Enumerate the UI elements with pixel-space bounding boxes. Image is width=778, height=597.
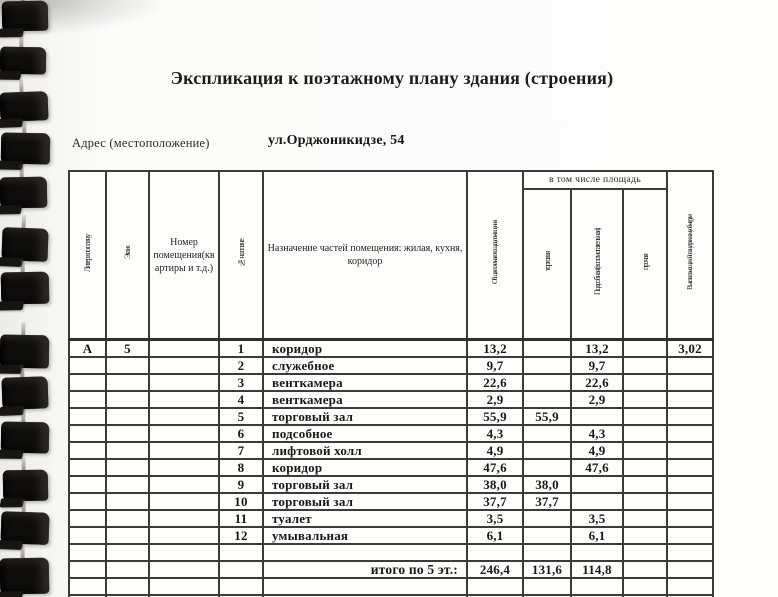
cell-other [623,476,667,493]
cell-trade [523,357,571,374]
cell-total: 4,9 [467,442,523,459]
cell-litera [69,476,106,493]
total-trade-value: 131,6 [523,561,571,578]
cell-auxiliary: 22,6 [571,374,623,391]
cell-auxiliary: 13,2 [571,340,623,358]
cell-purpose: служебное [263,357,467,374]
address-label: Адрес (местоположение) [72,136,210,150]
cell-auxiliary: 6,1 [571,527,623,544]
cell-plan-number [219,561,263,578]
table-row [69,340,713,358]
cell-room-number [149,459,219,476]
total-auxiliary-value: 114,8 [571,561,623,578]
header-height: Высота помещений по внутреннему обмеру, м [667,171,713,340]
table-header [69,171,713,340]
table-row [69,442,713,459]
cell-auxiliary [571,544,623,561]
cell-total: 55,9 [467,408,523,425]
binding-mark [0,177,47,209]
cell-plan-number [219,544,263,561]
cell-other [623,442,667,459]
cell-plan-number: 3 [219,374,263,391]
cell-total: 6,1 [467,527,523,544]
cell-height [667,476,713,493]
header-plan-number: № на плане [219,171,263,340]
cell-litera [69,442,106,459]
binding-mark [0,47,46,75]
cell-floor [106,357,149,374]
binding-mark [3,470,49,502]
cell-auxiliary [571,476,623,493]
cell-other [623,357,667,374]
cell-litera [69,527,106,544]
cell-total: 3,5 [467,510,523,527]
cell-auxiliary [571,493,623,510]
cell-floor [106,493,149,510]
cell-trade: 55,9 [523,408,571,425]
cell-trade [523,510,571,527]
cell-plan-number: 12 [219,527,263,544]
cell-auxiliary: 4,9 [571,442,623,459]
cell-trade: 38,0 [523,476,571,493]
cell-height [667,510,713,527]
table-row [69,391,713,408]
cell-trade [523,391,571,408]
cell-floor [106,374,149,391]
cell-litera [69,357,106,374]
cell-other [623,391,667,408]
binding-mark [0,511,49,545]
cell-auxiliary: 2,9 [571,391,623,408]
cell-floor [106,544,149,561]
cell-plan-number: 6 [219,425,263,442]
cell-floor: 5 [106,340,149,358]
header-trade: торговая [523,189,571,340]
cell-room-number [149,357,219,374]
binding-mark [1,227,48,262]
cell-room-number [149,425,219,442]
cell-total: 2,9 [467,391,523,408]
table-row [69,357,713,374]
cell-plan-number: 4 [219,391,263,408]
header-floor: Этаж [106,171,149,340]
cell-other [623,408,667,425]
cell-height [667,408,713,425]
cell-total: 4,3 [467,425,523,442]
table-row [69,510,713,527]
cell-trade: 37,7 [523,493,571,510]
address-value: ул.Орджоникидзе, 54 [268,133,405,148]
cell-purpose: коридор [263,340,467,358]
cell-height [667,425,713,442]
cell-other [623,510,667,527]
cell-litera [69,459,106,476]
cell-floor [106,476,149,493]
cell-trade [523,340,571,358]
binding-mark [0,335,49,369]
cell-litera [69,408,106,425]
cell-floor [106,408,149,425]
cell-litera [69,425,106,442]
cell-trade [523,527,571,544]
cell-room-number [149,391,219,408]
cell-floor [106,391,149,408]
table-row [69,425,713,442]
cell-other [623,527,667,544]
header-room-number: Номер помещения(кв артиры и т.д.) [149,171,219,340]
cell-height [667,391,713,408]
cell-purpose: подсобное [263,425,467,442]
table-row [69,527,713,544]
cell-room-number [149,493,219,510]
cell-total [467,544,523,561]
header-other: прочая [623,189,667,340]
cell-other [623,459,667,476]
cell-auxiliary: 9,7 [571,357,623,374]
cell-litera [69,391,106,408]
table-row [69,374,713,391]
cell-height: 3,02 [667,340,713,358]
cell-total: 13,2 [467,340,523,358]
cell-litera [69,561,106,578]
cell-other [623,425,667,442]
header-litera: Литера по плану [69,171,106,340]
table-row [69,476,713,493]
cell-purpose: туалет [263,510,467,527]
binding-mark [1,133,51,165]
cell-purpose: умывальная [263,527,467,544]
cell-plan-number: 8 [219,459,263,476]
binding-mark [1,422,50,454]
cell-room-number [149,442,219,459]
binding-mark [2,1,49,32]
cell-other [623,544,667,561]
cell-room-number [149,408,219,425]
cell-plan-number: 2 [219,357,263,374]
table-row [69,544,713,561]
binding-mark [1,376,48,410]
cell-floor [106,510,149,527]
header-including-area: в том числе площадь [523,171,667,189]
table-body [69,340,713,562]
total-area-value: 246,4 [467,561,523,578]
cell-trade [523,374,571,391]
cell-room-number [149,527,219,544]
binding-mark [0,91,48,122]
cell-room-number [149,510,219,527]
cell-trade [523,442,571,459]
cell-purpose: торговый зал [263,408,467,425]
cell-total: 37,7 [467,493,523,510]
binding-mark [1,272,50,305]
cell-height [667,544,713,561]
cell-total: 38,0 [467,476,523,493]
cell-room-number [149,476,219,493]
header-total-area: Общая полезная площадь помещения [467,171,523,340]
cell-height [667,357,713,374]
total-other-value [623,561,667,578]
cell-auxiliary: 47,6 [571,459,623,476]
cell-litera [69,544,106,561]
cell-height [667,493,713,510]
page-title: Экспликация к поэтажному плану здания (строения) [170,68,614,88]
cell-floor [106,425,149,442]
cell-plan-number: 11 [219,510,263,527]
cell-trade [523,459,571,476]
cell-other [623,374,667,391]
cell-litera [69,493,106,510]
table-row [69,459,713,476]
total-row [69,561,713,578]
table-footer [69,561,713,597]
cell-height [667,527,713,544]
cell-other [623,493,667,510]
explication-table [68,170,714,597]
total-label: итого по 5 эт.: [263,561,467,578]
empty-row [69,578,713,595]
cell-litera [69,374,106,391]
cell-trade [523,425,571,442]
cell-plan-number: 9 [219,476,263,493]
cell-trade [523,544,571,561]
cell-total: 9,7 [467,357,523,374]
cell-height [667,459,713,476]
cell-purpose: венткамера [263,374,467,391]
cell-litera [69,510,106,527]
cell-height [667,374,713,391]
cell-floor [106,442,149,459]
cell-auxiliary: 3,5 [571,510,623,527]
cell-floor [106,459,149,476]
cell-floor [106,561,149,578]
table-row [69,493,713,510]
cell-total: 47,6 [467,459,523,476]
binding-mark [0,558,49,595]
cell-auxiliary: 4,3 [571,425,623,442]
cell-litera: А [69,340,106,358]
cell-room-number [149,544,219,561]
cell-purpose: лифтовой холл [263,442,467,459]
cell-plan-number: 5 [219,408,263,425]
cell-purpose: венткамера [263,391,467,408]
cell-room-number [149,340,219,358]
cell-height [667,442,713,459]
cell-purpose: торговый зал [263,476,467,493]
cell-auxiliary [571,408,623,425]
table-row [69,408,713,425]
cell-total: 22,6 [467,374,523,391]
cell-plan-number: 1 [219,340,263,358]
total-height-value [667,561,713,578]
cell-floor [106,527,149,544]
header-auxiliary: Подсобная (вспомогательная) [571,189,623,340]
cell-room-number [149,561,219,578]
cell-other [623,340,667,358]
cell-plan-number: 7 [219,442,263,459]
cell-room-number [149,374,219,391]
cell-purpose: коридор [263,459,467,476]
cell-purpose: торговый зал [263,493,467,510]
header-purpose: Назначение частей помещения: жилая, кухня, коридор [263,171,467,340]
cell-purpose [263,544,467,561]
cell-plan-number: 10 [219,493,263,510]
